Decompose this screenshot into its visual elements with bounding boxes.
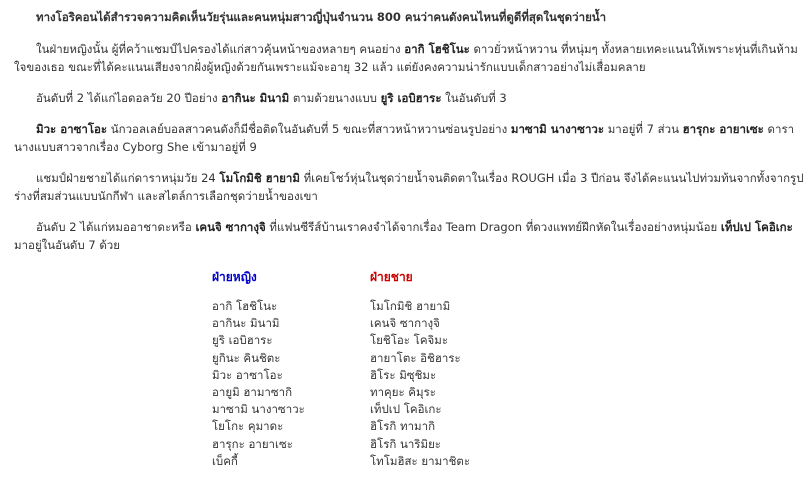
list-item: อากิ โฮชิโนะ <box>212 299 278 313</box>
list-item: ฮิโรกิ นาริมิยะ <box>370 436 441 451</box>
list-item: อายูมิ ฮามาซากิ <box>212 384 293 399</box>
female-ranking <box>212 268 305 470</box>
list-item: ยูกินะ คินชิตะ <box>212 350 281 365</box>
female-ranking-list <box>212 298 305 470</box>
list-item: ฮิโรกิ ทามากิ <box>370 419 436 434</box>
celebrity-name: มาซามิ นางาซาวะ <box>510 122 605 136</box>
paragraph-text: ในฝ่ายหญิงนั้น ผู้ที่คว้าแชมป์ไปครองได้แก่สาวคุ้นหน้าของหลายๆ คนอย่าง <box>36 42 405 56</box>
paragraph-text: นักวอลเลย์บอลสาวคนดังก็มีชื่อติดในอันดับที่ 5 ขณะที่สาวหน้าหวานซ่อนรูปอย่าง <box>107 122 511 136</box>
list-item: มิวะ อาซาโอะ <box>212 367 283 382</box>
list-item: เคนจิ ซากางุจิ <box>370 316 440 331</box>
celebrity-name: เคนจิ ซากางุจิ <box>195 220 266 234</box>
celebrity-name: อากิ โฮชิโนะ <box>404 42 470 56</box>
celebrity-name: เท็ปเป โคอิเกะ <box>720 220 793 234</box>
paragraph-text: ที่เคยโชว์หุ่นในชุดว่ายน้ำจนติดตาในเรื่อง ROUGH เมื่อ 3 ปีก่อน จึงได้คะแนนไปท่วมท้นจากทั้งจากรูปร่างที่สมส่วนแบบนักกีฬา และสไตล์การเลือกชุดว่ายน้ำของเขา <box>14 171 804 203</box>
paragraph-5 <box>14 218 804 254</box>
list-item: โยชิโอะ โคจิมะ <box>370 333 449 348</box>
paragraph-text: แชมป์ฝ่ายชายได้แก่ดาราหนุ่มวัย 24 <box>36 171 220 185</box>
list-item: ทาคุยะ คิมุระ <box>370 384 436 399</box>
paragraph-text: ดาวยั่วหน้าหวาน ที่หนุ่มๆ ทั้งหลายเทคะแนนให้เพราะหุ่นที่เกินห้ามใจของเธอ ขณะที่ได้คะแนนเสียงจากฝั่งผู้หญิงด้วยกันเพราะแม้จะอายุ 32 แล้ว แต่ยังคงความน่ารักแบบเด็กสาวอย่างไม่เสื่อมคลาย <box>14 42 798 74</box>
list-item: เบ็คกี้ <box>212 453 238 468</box>
article-body <box>14 8 804 267</box>
list-item: อากินะ มินามิ <box>212 316 280 331</box>
male-ranking-list <box>370 298 470 470</box>
male-ranking <box>370 268 470 470</box>
list-item: โยโกะ คุมาดะ <box>212 419 284 434</box>
male-ranking-heading: ฝ่ายชาย <box>370 270 413 284</box>
paragraph-1 <box>14 40 804 76</box>
female-ranking-heading: ฝ่ายหญิง <box>212 270 257 284</box>
list-item: โทโมฮิสะ ยามาชิตะ <box>370 453 471 468</box>
paragraph-text: อันดับ 2 ได้แก่หมออาชาดะหรือ <box>36 220 196 234</box>
ranking-lists <box>0 268 811 478</box>
paragraph-2 <box>14 89 804 107</box>
paragraph-text: มาอยู่ในอันดับ 7 ด้วย <box>14 238 120 252</box>
paragraph-text: อันดับที่ 2 ได้แก่ไอดอลวัย 20 ปีอย่าง <box>36 91 222 105</box>
list-item: เท็ปเป โคอิเกะ <box>370 402 442 417</box>
paragraph-text: มาอยู่ที่ 7 ส่วน <box>604 122 683 136</box>
list-item: ยูริ เอบิฮาระ <box>212 333 273 348</box>
list-item: มาซามิ นางาซาวะ <box>212 402 305 417</box>
paragraph-text: ดารานางแบบสาวจากเรื่อง Cyborg She เข้ามาอยู่ที่ 9 <box>14 122 795 154</box>
paragraph-3 <box>14 120 804 156</box>
paragraph-text: ในอันดับที่ 3 <box>441 91 507 105</box>
list-item: ฮายาโตะ อิชิฮาระ <box>370 350 461 365</box>
celebrity-name: ฮารุกะ อายาเซะ <box>682 122 764 136</box>
list-item: โมโกมิชิ ฮายามิ <box>370 299 451 313</box>
celebrity-name: มิวะ อาซาโอะ <box>36 122 108 136</box>
celebrity-name: ยูริ เอบิฮาระ <box>380 91 442 105</box>
paragraph-text: ที่แฟนซีรีส์บ้านเราคงจำได้จากเรื่อง Team Dragon ที่ดวงแพทย์ฝึกหัดในเรื่องอย่างหนุ่มน้อย <box>265 220 721 234</box>
paragraph-4 <box>14 169 804 205</box>
celebrity-name: โมโกมิชิ ฮายามิ <box>219 171 300 185</box>
article-title: ทางโอริคอนได้สำรวจความคิดเห็นวัยรุ่นและคนหนุ่มสาวญี่ปุ่นจำนวน 800 คนว่าคนดังคนไหนที่ดูดีที่สุดในชุดว่ายน้ำ <box>36 10 607 24</box>
list-item: ฮารุกะ อายาเซะ <box>212 436 293 451</box>
list-item: ฮิโระ มิซุชิมะ <box>370 367 437 382</box>
paragraph-text: ตามด้วยนางแบบ <box>289 91 381 105</box>
celebrity-name: อากินะ มินามิ <box>221 91 290 105</box>
